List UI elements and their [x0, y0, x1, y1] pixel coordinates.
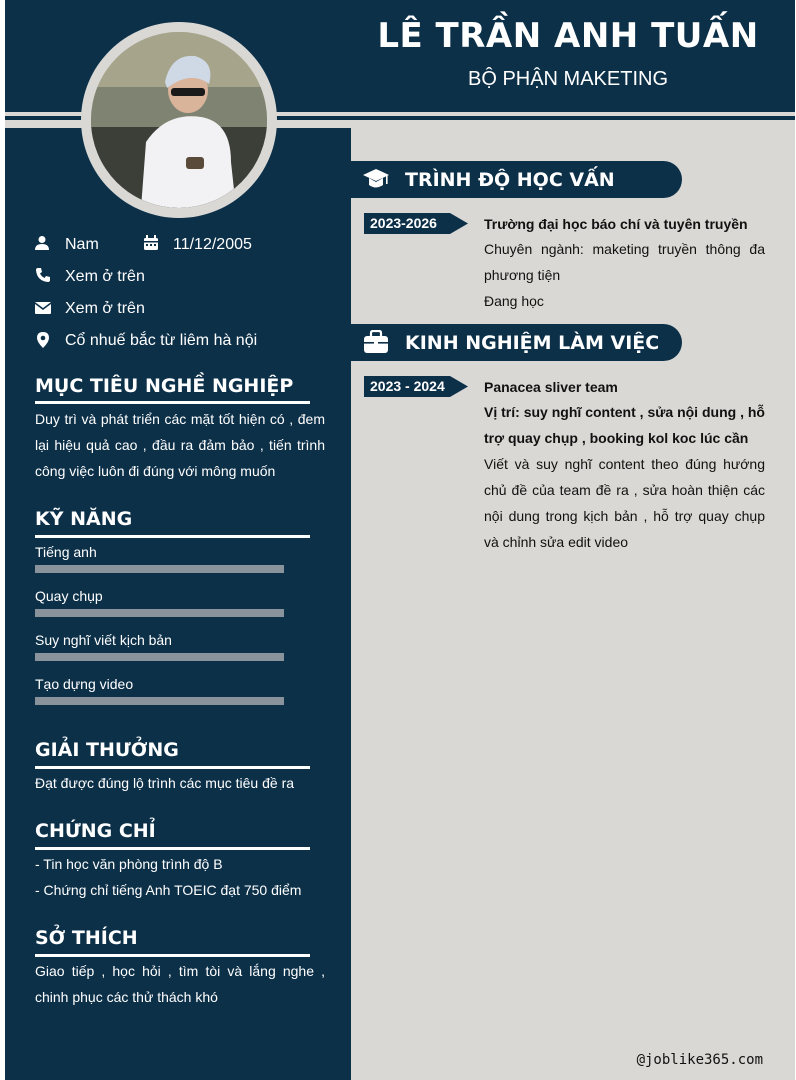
- skill-label: Suy nghĩ viết kịch bản: [35, 632, 172, 648]
- skill-bar-fill: [35, 609, 284, 617]
- experience-title: KINH NGHIỆM LÀM VIỆC: [405, 332, 660, 354]
- hobbies-text: Giao tiếp , học hỏi , tìm tòi và lắng nghe , chinh phục các thử thách khó: [35, 963, 325, 1005]
- birthdate-value: 11/12/2005: [173, 236, 252, 253]
- experience-company: Panacea sliver team: [484, 379, 618, 395]
- skill-bar-fill: [35, 697, 284, 705]
- hobbies-underline: [35, 954, 310, 957]
- candidate-department: BỘ PHẬN MAKETING: [467, 68, 669, 90]
- objective-underline: [35, 401, 310, 404]
- hobbies-title: SỞ THÍCH: [35, 927, 138, 949]
- education-status: Đang học: [484, 293, 544, 309]
- certificate-item: - Tin học văn phòng trình độ B: [35, 856, 223, 872]
- skill-bar: [35, 653, 284, 661]
- education-major: Chuyên ngành: maketing truyền thông đa phương tiện: [484, 241, 765, 283]
- certificates-title: CHỨNG CHỈ: [35, 820, 156, 842]
- email-value: Xem ở trên: [65, 300, 145, 317]
- skill-bar-fill: [35, 565, 284, 573]
- education-school: Trường đại học báo chí và tuyên truyền: [484, 216, 748, 232]
- awards-text: Đạt được đúng lộ trình các mục tiêu đề ra: [35, 775, 295, 791]
- skills-underline: [35, 535, 310, 538]
- watermark: @joblike365.com: [636, 1052, 763, 1068]
- skill-label: Tạo dựng video: [35, 676, 134, 692]
- experience-position: Vị trí: suy nghĩ content , sửa nội dung , hỗ trợ quay chụp , booking kol koc lúc cần: [484, 404, 765, 446]
- candidate-name: LÊ TRẦN ANH TUẤN: [377, 16, 759, 56]
- location-pin-icon: [35, 332, 51, 348]
- skill-bar-fill: [35, 653, 284, 661]
- experience-header: [351, 324, 682, 361]
- phone-icon: [35, 267, 51, 283]
- avatar-photo: [91, 32, 267, 208]
- phone-value: Xem ở trên: [65, 268, 145, 285]
- awards-underline: [35, 766, 310, 769]
- experience-period: 2023 - 2024: [370, 378, 445, 394]
- education-period: 2023-2026: [370, 215, 437, 231]
- briefcase-icon: [363, 330, 389, 354]
- gender-value: Nam: [65, 236, 99, 253]
- skill-bar: [35, 565, 284, 573]
- objective-title: MỤC TIÊU NGHỀ NGHIỆP: [35, 375, 294, 397]
- skill-label: Tiếng anh: [35, 544, 97, 560]
- address-value: Cổ nhuế bắc từ liêm hà nội: [65, 332, 258, 349]
- skill-bar: [35, 609, 284, 617]
- experience-description: Viết và suy nghĩ content theo đúng hướng chủ đề của team đề ra , sửa hoàn thiện các nội dung trong kịch bản , hỗ trợ quay chụp và chỉnh sửa edit video: [484, 456, 765, 550]
- education-header: [351, 161, 682, 198]
- resume-page: [5, 0, 795, 1080]
- calendar-icon: [143, 235, 159, 251]
- certificate-item: - Chứng chỉ tiếng Anh TOEIC đạt 750 điểm: [35, 882, 302, 898]
- skill-bar: [35, 697, 284, 705]
- skills-title: KỸ NĂNG: [35, 508, 133, 530]
- education-title: TRÌNH ĐỘ HỌC VẤN: [405, 169, 615, 191]
- certificates-underline: [35, 847, 310, 850]
- graduation-cap-icon: [363, 167, 389, 191]
- awards-title: GIẢI THƯỞNG: [35, 739, 179, 761]
- skill-label: Quay chụp: [35, 588, 103, 604]
- user-icon: [35, 235, 51, 251]
- objective-text: Duy trì và phát triển các mặt tốt hiện có , đem lại hiệu quả cao , đầu ra đảm bảo , tiến trình công việc luôn đi đúng với mông muốn: [35, 411, 325, 479]
- email-icon: [35, 300, 51, 316]
